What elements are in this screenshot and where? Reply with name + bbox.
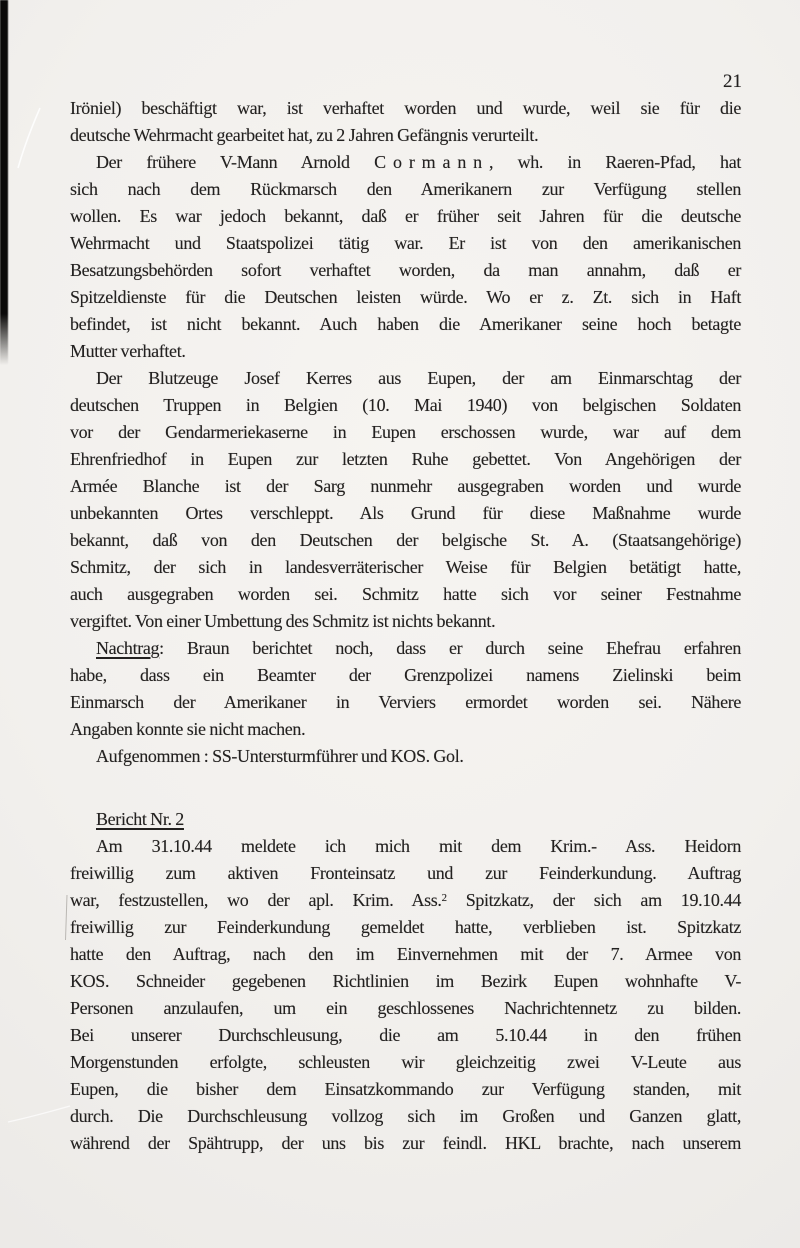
paragraph: [70, 95, 741, 149]
text-line: hatte den Auftrag, nach den im Einvernehmen mit der 7. Armee von: [70, 944, 741, 964]
text-line: Aufgenommen : SS-Untersturmführer und KOS. Gol.: [96, 746, 464, 766]
text-line: auch ausgegraben worden sei. Schmitz hatte sich vor seiner Festnahme: [70, 584, 741, 604]
text-line: Eupen, die bisher dem Einsatzkommando zur Verfügung standen, mit: [70, 1079, 741, 1099]
text-line: sich nach dem Rückmarsch den Amerikanern zur Verfügung stellen: [70, 179, 741, 199]
text-line: vor der Gendarmeriekaserne in Eupen erschossen wurde, war auf dem: [70, 422, 741, 442]
text-line: Der frühere V-Mann Arnold Cormann, wh. in Raeren-Pfad, hat: [96, 152, 741, 172]
text-line: vergiftet. Von einer Umbettung des Schmitz ist nichts bekannt.: [70, 611, 496, 631]
paragraph: [70, 635, 741, 743]
text-line: Am 31.10.44 meldete ich mich mit dem Krim.- Ass. Heidorn: [96, 836, 741, 856]
text-line: freiwillig zur Feinderkundung gemeldet hatte, verblieben ist. Spitzkatz: [70, 917, 741, 937]
section-heading: [70, 806, 741, 833]
text-line: Spitzeldienste für die Deutschen leisten würde. Wo er z. Zt. sich in Haft: [70, 287, 741, 307]
paragraph: [70, 743, 741, 770]
text-line: Nachtrag: Braun berichtet noch, dass er durch seine Ehefrau erfahren: [96, 638, 741, 658]
text-line: war, festzustellen, wo der apl. Krim. Ass.$^2$ Spitzkatz, der sich am 19.10.44: [70, 890, 741, 910]
text-line: Schmitz, der sich in landesverräterischer Weise für Belgien betätigt hatte,: [70, 557, 741, 577]
text-line: wollen. Es war jedoch bekannt, daß er früher seit Jahren für die deutsche: [70, 206, 741, 226]
text-line: befindet, ist nicht bekannt. Auch haben die Amerikaner seine hoch betagte: [70, 314, 741, 334]
paragraph: [70, 365, 741, 635]
text-line: Morgenstunden erfolgte, schleusten wir gleichzeitig zwei V-Leute aus: [70, 1052, 741, 1072]
text-line: Iröniel) beschäftigt war, ist verhaftet worden und wurde, weil sie für die: [70, 98, 741, 118]
text-line: KOS. Schneider gegebenen Richtlinien im Bezirk Eupen wohnhafte V-: [70, 971, 741, 991]
text-line: Einmarsch der Amerikaner in Verviers ermordet worden sei. Nähere: [70, 692, 741, 712]
paragraph: [70, 833, 741, 1157]
text-line: durch. Die Durchschleusung vollzog sich im Großen und Ganzen glatt,: [70, 1106, 741, 1126]
text-line: Mutter verhaftet.: [70, 341, 186, 361]
text-line: deutschen Truppen in Belgien (10. Mai 1940) von belgischen Soldaten: [70, 395, 741, 415]
text-line: Besatzungsbehörden sofort verhaftet worden, da man annahm, daß er: [70, 260, 741, 280]
paragraph: [70, 149, 741, 365]
document-body: [70, 95, 741, 1157]
text-line: Personen anzulaufen, um ein geschlossenes Nachrichtennetz zu bilden.: [70, 998, 741, 1018]
text-line: bekannt, daß von den Deutschen der belgische St. A. (Staatsangehörige): [70, 530, 741, 550]
page-number: 21: [723, 71, 742, 92]
text-line: Angaben konnte sie nicht machen.: [70, 719, 306, 739]
text-line: Bericht Nr. 2: [96, 809, 184, 829]
text-line: Ehrenfriedhof in Eupen zur letzten Ruhe gebettet. Von Angehörigen der: [70, 449, 741, 469]
text-line: Der Blutzeuge Josef Kerres aus Eupen, der am Einmarschtag der: [96, 368, 741, 388]
text-line: habe, dass ein Beamter der Grenzpolizei namens Zielinski beim: [70, 665, 741, 685]
text-line: unbekannten Ortes verschleppt. Als Grund für diese Maßnahme wurde: [70, 503, 741, 523]
text-line: deutsche Wehrmacht gearbeitet hat, zu 2 Jahren Gefängnis verurteilt.: [70, 125, 539, 145]
text-line: freiwillig zum aktiven Fronteinsatz und zur Feinderkundung. Auftrag: [70, 863, 741, 883]
text-line: während der Spähtrupp, der uns bis zur feindl. HKL brachte, nach unserem: [70, 1133, 741, 1153]
text-line: Bei unserer Durchschleusung, die am 5.10.44 in den frühen: [70, 1025, 741, 1045]
scan-edge-shadow: [0, 0, 8, 365]
text-line: Wehrmacht und Staatspolizei tätig war. Er ist von den amerikanischen: [70, 233, 741, 253]
text-line: Armée Blanche ist der Sarg nunmehr ausgegraben worden und wurde: [70, 476, 741, 496]
